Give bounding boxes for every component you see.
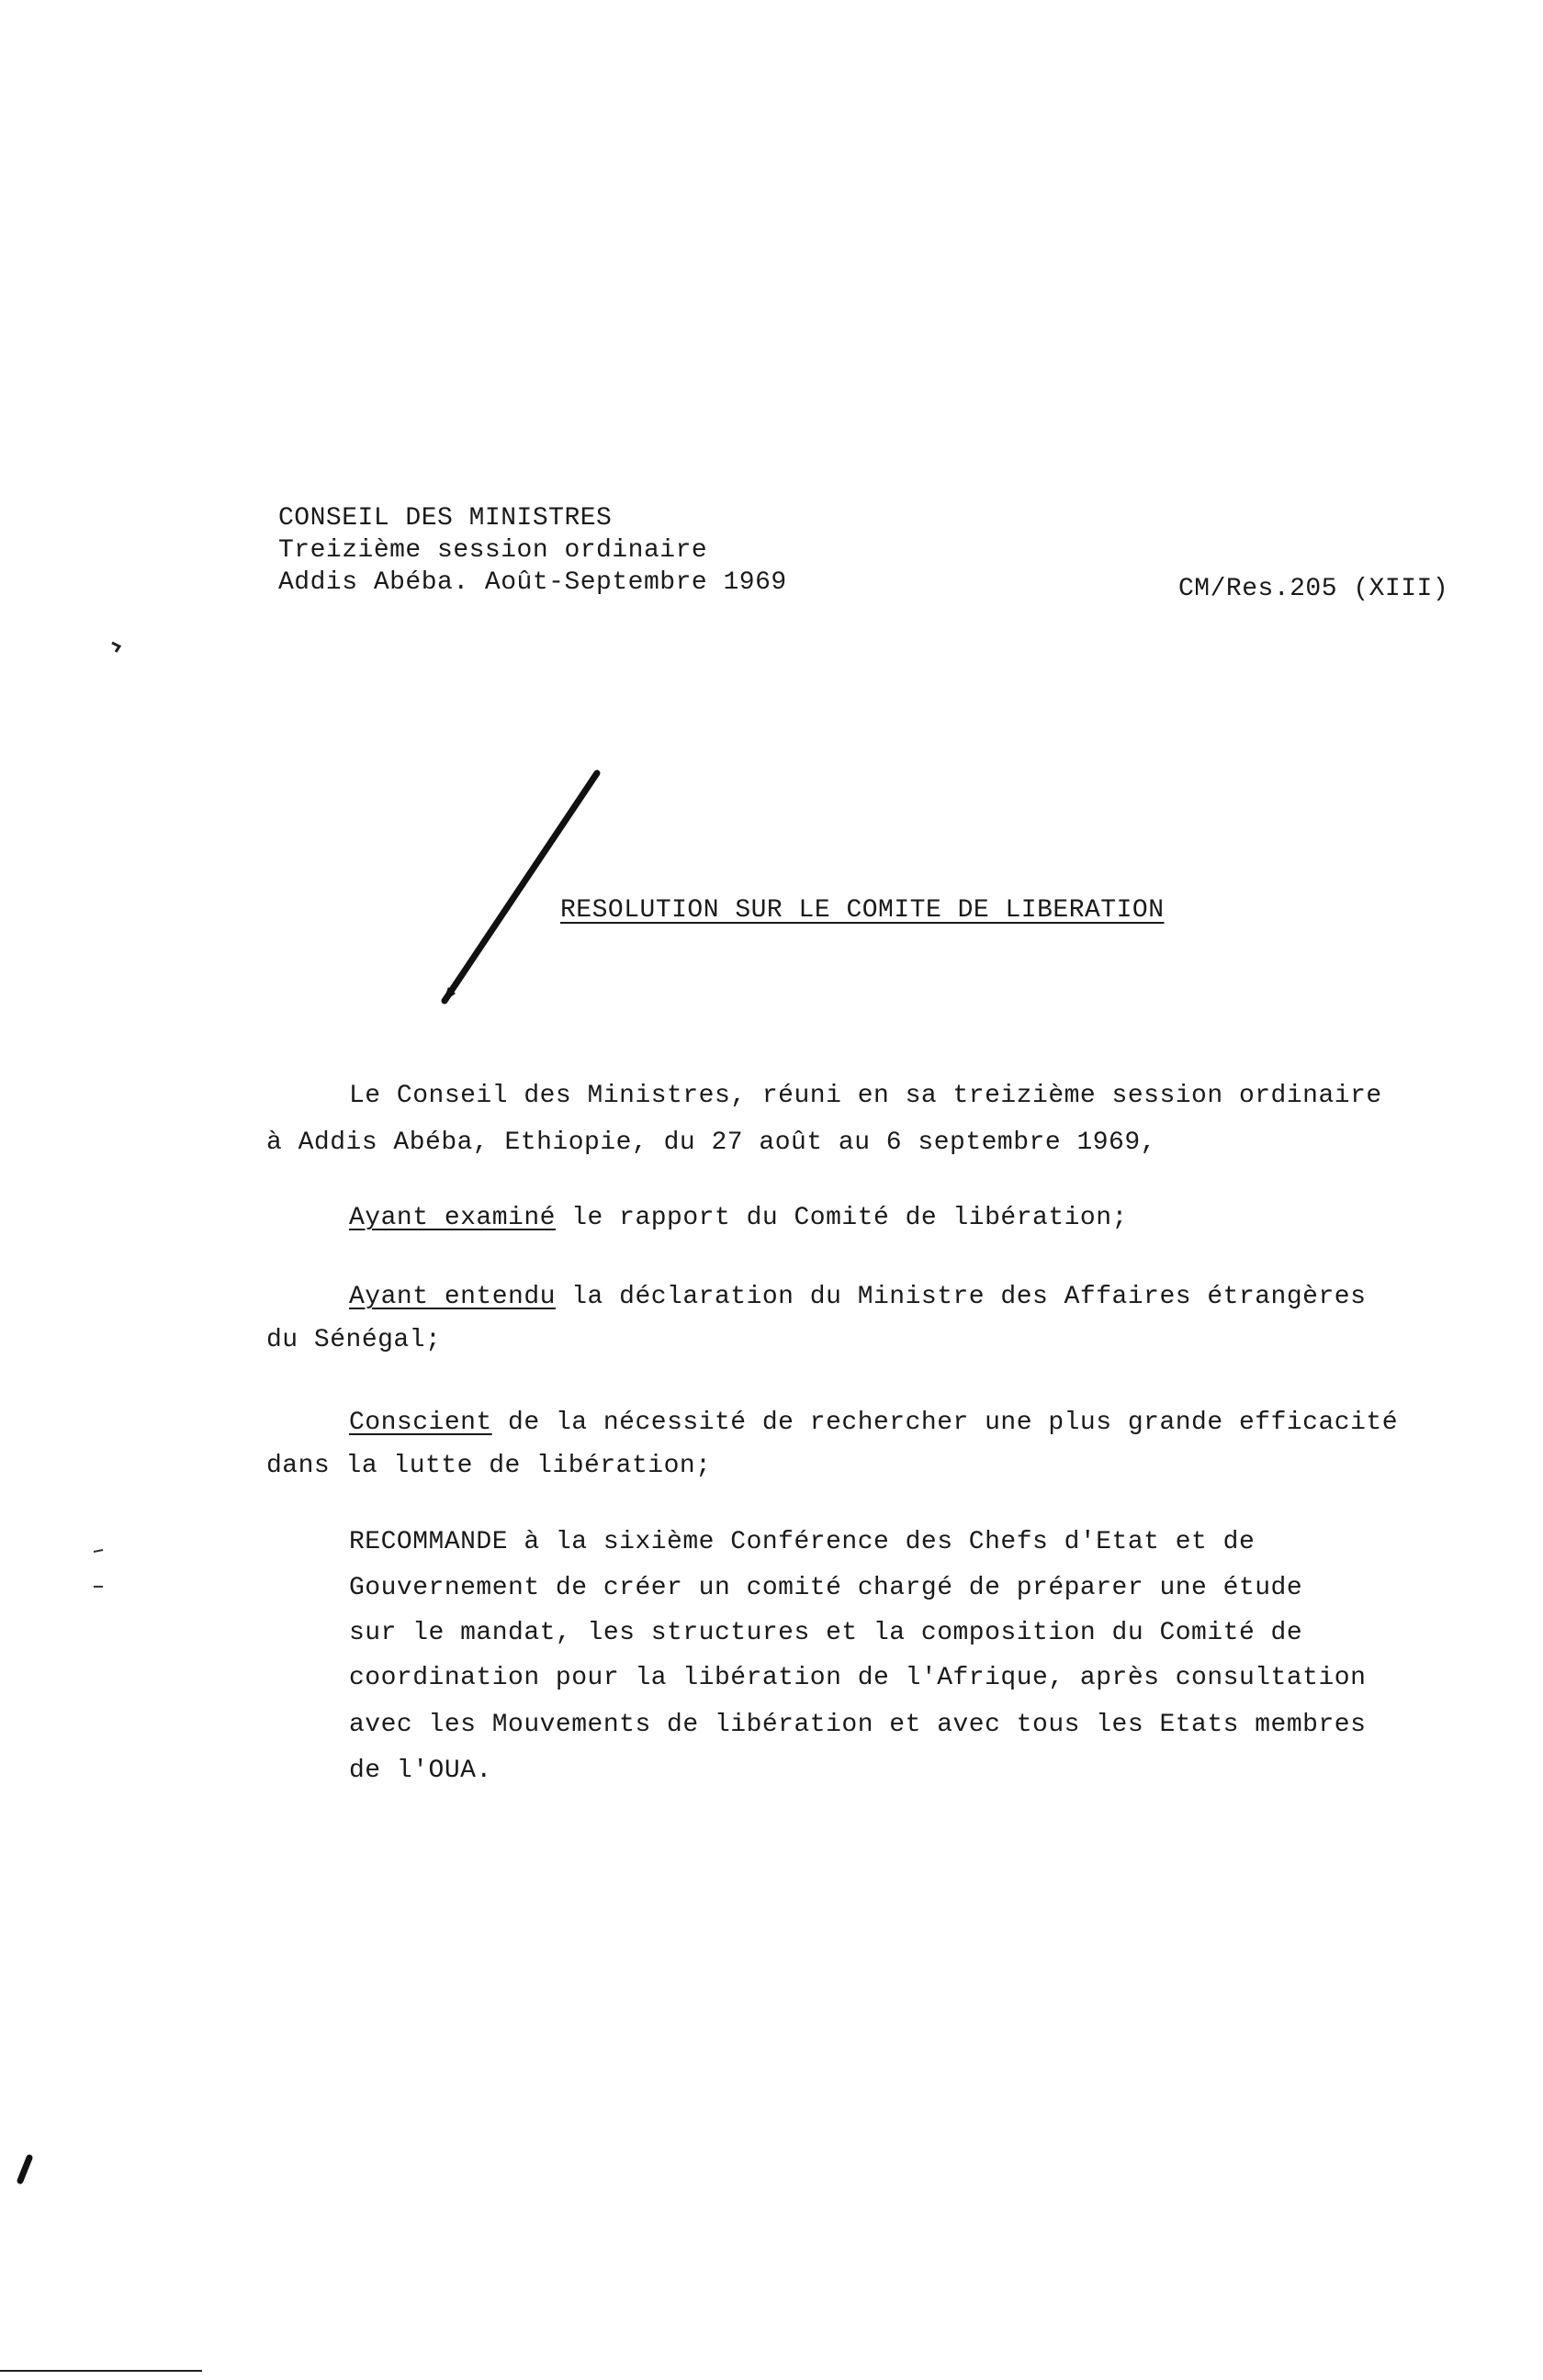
- recommendation-line: Gouvernement de créer un comité chargé de préparer une étude: [349, 1574, 1303, 1602]
- margin-mark: [94, 1550, 103, 1552]
- recommendation-line: de l'OUA.: [349, 1757, 492, 1785]
- clause-examined: [349, 1203, 1128, 1234]
- clause-heard: [349, 1282, 1366, 1313]
- recommendation-line: RECOMMANDE à la sixième Conférence des Chefs d'Etat et de: [349, 1528, 1256, 1556]
- clause-lead: Ayant entendu: [349, 1283, 556, 1311]
- margin-mark: [20, 2158, 29, 2181]
- recommendation-line: avec les Mouvements de libération et avec tous les Etats membres: [349, 1711, 1367, 1739]
- session-name: Treizième session ordinaire: [278, 536, 708, 565]
- recommendation-line: sur le mandat, les structures et la composition du Comité de: [349, 1619, 1303, 1647]
- clause-text: de la nécessité de rechercher une plus grande efficacité: [491, 1409, 1398, 1437]
- margin-mark: [112, 643, 119, 652]
- preamble-line: Le Conseil des Ministres, réuni en sa treizième session ordinaire: [349, 1082, 1382, 1110]
- resolution-reference: CM/Res.205 (XIII): [1178, 575, 1449, 603]
- clause-continuation: du Sénégal;: [266, 1326, 442, 1354]
- clause-lead: Ayant examiné: [349, 1204, 556, 1232]
- clause-conscious: [349, 1408, 1398, 1439]
- preamble-line: à Addis Abéba, Ethiopie, du 27 août au 6 septembre 1969,: [266, 1128, 1156, 1157]
- clause-text: la déclaration du Ministre des Affaires étrangères: [555, 1283, 1367, 1311]
- resolution-title: RESOLUTION SUR LE COMITE DE LIBERATION: [560, 896, 1165, 925]
- org-name: CONSEIL DES MINISTRES: [278, 504, 613, 533]
- clause-continuation: dans la lutte de libération;: [266, 1452, 712, 1480]
- clause-text: le rapport du Comité de libération;: [555, 1204, 1128, 1232]
- clause-lead: Conscient: [349, 1409, 492, 1437]
- recommendation-line: coordination pour la libération de l'Afrique, après consultation: [349, 1664, 1367, 1692]
- session-place-date: Addis Abéba. Août-Septembre 1969: [278, 568, 787, 597]
